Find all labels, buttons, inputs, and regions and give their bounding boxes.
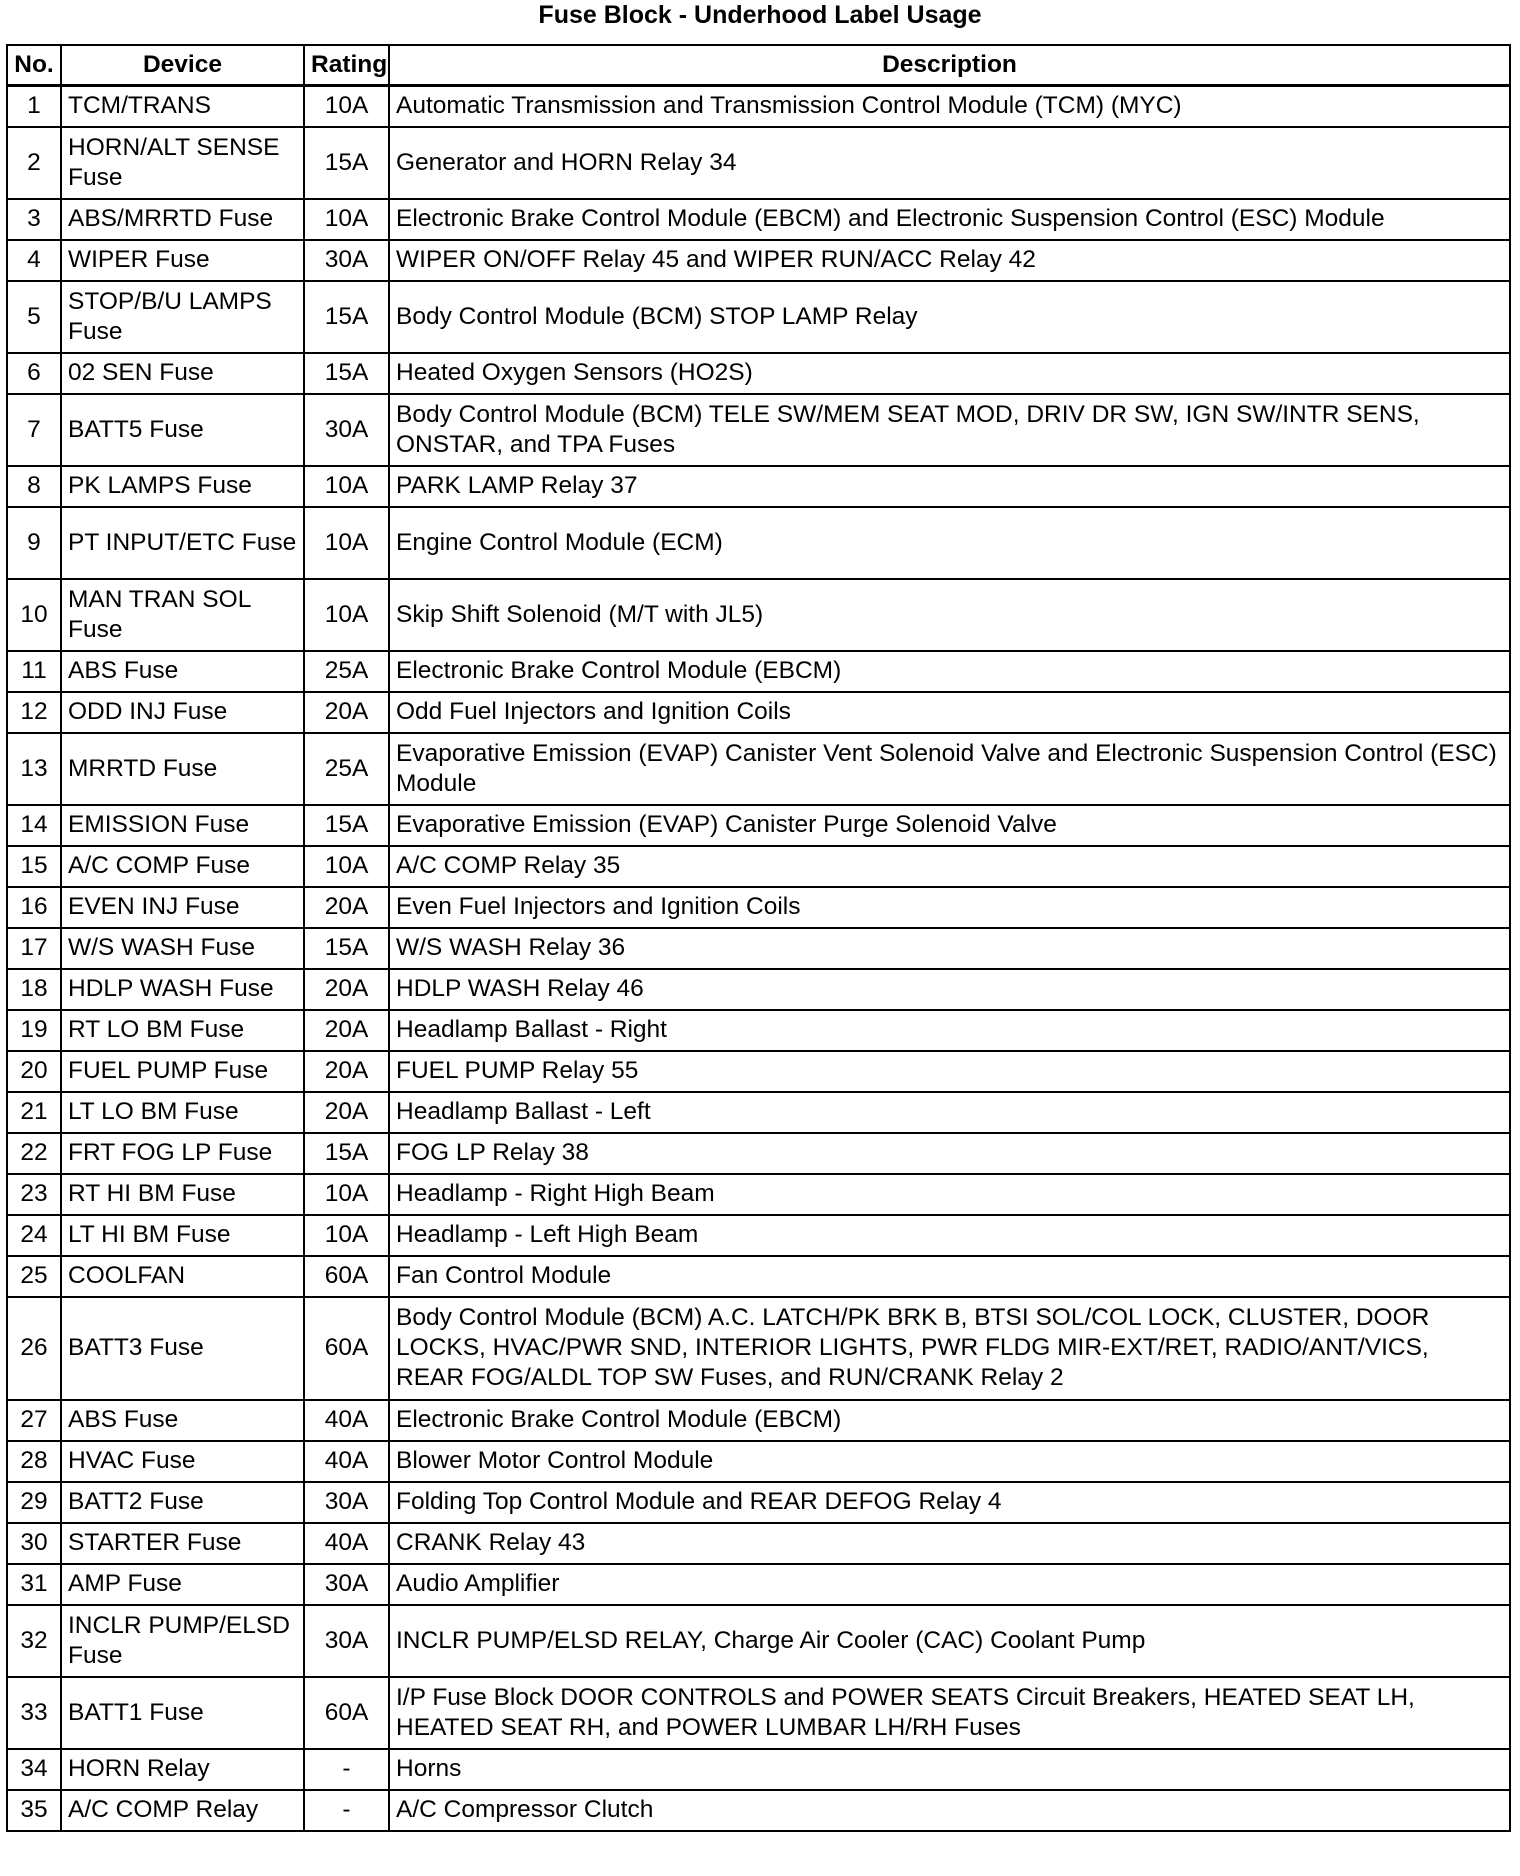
cell-no: 31: [7, 1564, 61, 1605]
cell-description: Blower Motor Control Module: [389, 1441, 1510, 1482]
cell-rating: 10A: [304, 1174, 389, 1215]
cell-rating: 60A: [304, 1677, 389, 1749]
cell-description: Body Control Module (BCM) A.C. LATCH/PK BRK B, BTSI SOL/COL LOCK, CLUSTER, DOOR LOCKS, HVAC/PWR SND, INTERIOR LIGHTS, PWR FLDG MIR-EXT/RET, RADIO/ANT/VICS, REAR FOG/ALDL TOP SW Fuses, and RUN/CRANK Relay 2: [389, 1297, 1510, 1400]
cell-no: 10: [7, 579, 61, 651]
cell-device: TCM/TRANS: [61, 86, 304, 127]
table-row: [7, 1482, 1510, 1523]
cell-device: INCLR PUMP/ELSD Fuse: [61, 1605, 304, 1677]
table-row: [7, 887, 1510, 928]
cell-device: ABS Fuse: [61, 1400, 304, 1441]
cell-rating: -: [304, 1790, 389, 1831]
cell-rating: 10A: [304, 507, 389, 579]
cell-no: 23: [7, 1174, 61, 1215]
cell-device: HORN/ALT SENSE Fuse: [61, 127, 304, 199]
cell-rating: 15A: [304, 281, 389, 353]
table-row: [7, 1400, 1510, 1441]
cell-description: Evaporative Emission (EVAP) Canister Purge Solenoid Valve: [389, 805, 1510, 846]
cell-description: A/C COMP Relay 35: [389, 846, 1510, 887]
cell-rating: 10A: [304, 846, 389, 887]
cell-device: FUEL PUMP Fuse: [61, 1051, 304, 1092]
cell-device: BATT5 Fuse: [61, 394, 304, 466]
header-description: Description: [389, 45, 1510, 86]
table-row: [7, 651, 1510, 692]
cell-rating: 20A: [304, 969, 389, 1010]
table-row: [7, 733, 1510, 805]
table-row: [7, 1174, 1510, 1215]
table-row: [7, 466, 1510, 507]
cell-rating: 10A: [304, 466, 389, 507]
table-row: [7, 969, 1510, 1010]
table-row: [7, 353, 1510, 394]
cell-description: Electronic Brake Control Module (EBCM) and Electronic Suspension Control (ESC) Module: [389, 199, 1510, 240]
table-row: [7, 199, 1510, 240]
fuse-usage-table: [6, 44, 1511, 1832]
cell-no: 27: [7, 1400, 61, 1441]
cell-no: 13: [7, 733, 61, 805]
cell-rating: 15A: [304, 353, 389, 394]
cell-device: LT LO BM Fuse: [61, 1092, 304, 1133]
cell-no: 35: [7, 1790, 61, 1831]
cell-no: 5: [7, 281, 61, 353]
table-row: [7, 507, 1510, 579]
cell-description: W/S WASH Relay 36: [389, 928, 1510, 969]
cell-description: Engine Control Module (ECM): [389, 507, 1510, 579]
cell-no: 26: [7, 1297, 61, 1400]
cell-rating: 20A: [304, 1051, 389, 1092]
page-title: Fuse Block - Underhood Label Usage: [538, 1, 982, 29]
header-device: Device: [61, 45, 304, 86]
cell-description: CRANK Relay 43: [389, 1523, 1510, 1564]
table-row: [7, 127, 1510, 199]
cell-rating: 10A: [304, 86, 389, 127]
cell-rating: 60A: [304, 1256, 389, 1297]
table-row: [7, 805, 1510, 846]
cell-no: 29: [7, 1482, 61, 1523]
cell-no: 24: [7, 1215, 61, 1256]
cell-description: Audio Amplifier: [389, 1564, 1510, 1605]
cell-device: 02 SEN Fuse: [61, 353, 304, 394]
cell-no: 4: [7, 240, 61, 281]
table-row: [7, 86, 1510, 127]
cell-no: 17: [7, 928, 61, 969]
cell-device: STOP/B/U LAMPS Fuse: [61, 281, 304, 353]
cell-rating: 15A: [304, 127, 389, 199]
cell-no: 3: [7, 199, 61, 240]
cell-no: 16: [7, 887, 61, 928]
cell-description: INCLR PUMP/ELSD RELAY, Charge Air Cooler (CAC) Coolant Pump: [389, 1605, 1510, 1677]
table-row: [7, 846, 1510, 887]
cell-device: BATT1 Fuse: [61, 1677, 304, 1749]
table-row: [7, 240, 1510, 281]
cell-description: Heated Oxygen Sensors (HO2S): [389, 353, 1510, 394]
cell-device: A/C COMP Fuse: [61, 846, 304, 887]
cell-device: HDLP WASH Fuse: [61, 969, 304, 1010]
cell-device: STARTER Fuse: [61, 1523, 304, 1564]
cell-rating: 40A: [304, 1523, 389, 1564]
cell-rating: 15A: [304, 805, 389, 846]
cell-description: Body Control Module (BCM) STOP LAMP Relay: [389, 281, 1510, 353]
cell-device: FRT FOG LP Fuse: [61, 1133, 304, 1174]
cell-description: PARK LAMP Relay 37: [389, 466, 1510, 507]
cell-device: EMISSION Fuse: [61, 805, 304, 846]
cell-no: 33: [7, 1677, 61, 1749]
cell-no: 15: [7, 846, 61, 887]
cell-device: COOLFAN: [61, 1256, 304, 1297]
cell-no: 14: [7, 805, 61, 846]
cell-no: 11: [7, 651, 61, 692]
cell-rating: 10A: [304, 1215, 389, 1256]
cell-no: 1: [7, 86, 61, 127]
table-row: [7, 1790, 1510, 1831]
cell-rating: 15A: [304, 928, 389, 969]
cell-device: ABS Fuse: [61, 651, 304, 692]
cell-device: EVEN INJ Fuse: [61, 887, 304, 928]
cell-no: 21: [7, 1092, 61, 1133]
table-row: [7, 1215, 1510, 1256]
cell-device: PK LAMPS Fuse: [61, 466, 304, 507]
cell-device: BATT3 Fuse: [61, 1297, 304, 1400]
cell-no: 19: [7, 1010, 61, 1051]
cell-no: 2: [7, 127, 61, 199]
cell-device: ODD INJ Fuse: [61, 692, 304, 733]
header-rating: Rating: [304, 45, 389, 86]
table-row: [7, 1749, 1510, 1790]
cell-description: Evaporative Emission (EVAP) Canister Vent Solenoid Valve and Electronic Suspension Control (ESC) Module: [389, 733, 1510, 805]
table-row: [7, 692, 1510, 733]
cell-rating: 30A: [304, 1605, 389, 1677]
table-row: [7, 1523, 1510, 1564]
cell-no: 20: [7, 1051, 61, 1092]
table-body: [7, 86, 1510, 1831]
cell-rating: -: [304, 1749, 389, 1790]
cell-description: FOG LP Relay 38: [389, 1133, 1510, 1174]
cell-rating: 60A: [304, 1297, 389, 1400]
cell-description: WIPER ON/OFF Relay 45 and WIPER RUN/ACC Relay 42: [389, 240, 1510, 281]
cell-rating: 30A: [304, 1564, 389, 1605]
cell-rating: 20A: [304, 887, 389, 928]
cell-no: 34: [7, 1749, 61, 1790]
cell-rating: 20A: [304, 1010, 389, 1051]
cell-rating: 25A: [304, 651, 389, 692]
cell-description: I/P Fuse Block DOOR CONTROLS and POWER SEATS Circuit Breakers, HEATED SEAT LH, HEATED SEAT RH, and POWER LUMBAR LH/RH Fuses: [389, 1677, 1510, 1749]
table-row: [7, 1256, 1510, 1297]
cell-rating: 40A: [304, 1400, 389, 1441]
cell-rating: 10A: [304, 199, 389, 240]
header-no: No.: [7, 45, 61, 86]
cell-rating: 20A: [304, 692, 389, 733]
table-row: [7, 1133, 1510, 1174]
cell-rating: 15A: [304, 1133, 389, 1174]
cell-description: FUEL PUMP Relay 55: [389, 1051, 1510, 1092]
cell-rating: 25A: [304, 733, 389, 805]
cell-rating: 10A: [304, 579, 389, 651]
table-row: [7, 1092, 1510, 1133]
cell-description: A/C Compressor Clutch: [389, 1790, 1510, 1831]
table-row: [7, 394, 1510, 466]
table-row: [7, 1677, 1510, 1749]
cell-description: Horns: [389, 1749, 1510, 1790]
table-row: [7, 1297, 1510, 1400]
cell-description: Headlamp - Left High Beam: [389, 1215, 1510, 1256]
cell-description: Body Control Module (BCM) TELE SW/MEM SEAT MOD, DRIV DR SW, IGN SW/INTR SENS, ONSTAR, and TPA Fuses: [389, 394, 1510, 466]
cell-no: 22: [7, 1133, 61, 1174]
table-row: [7, 281, 1510, 353]
cell-device: BATT2 Fuse: [61, 1482, 304, 1523]
cell-no: 12: [7, 692, 61, 733]
cell-device: PT INPUT/ETC Fuse: [61, 507, 304, 579]
cell-description: Headlamp Ballast - Right: [389, 1010, 1510, 1051]
cell-no: 30: [7, 1523, 61, 1564]
table-row: [7, 1605, 1510, 1677]
cell-rating: 20A: [304, 1092, 389, 1133]
cell-device: A/C COMP Relay: [61, 1790, 304, 1831]
cell-device: HVAC Fuse: [61, 1441, 304, 1482]
cell-device: AMP Fuse: [61, 1564, 304, 1605]
cell-device: LT HI BM Fuse: [61, 1215, 304, 1256]
table-header-row: [7, 45, 1510, 86]
cell-description: Generator and HORN Relay 34: [389, 127, 1510, 199]
cell-device: ABS/MRRTD Fuse: [61, 199, 304, 240]
cell-description: HDLP WASH Relay 46: [389, 969, 1510, 1010]
cell-rating: 40A: [304, 1441, 389, 1482]
cell-no: 9: [7, 507, 61, 579]
cell-no: 7: [7, 394, 61, 466]
cell-description: Headlamp - Right High Beam: [389, 1174, 1510, 1215]
cell-device: MAN TRAN SOL Fuse: [61, 579, 304, 651]
cell-device: RT HI BM Fuse: [61, 1174, 304, 1215]
cell-no: 25: [7, 1256, 61, 1297]
cell-device: WIPER Fuse: [61, 240, 304, 281]
table-row: [7, 579, 1510, 651]
table-row: [7, 1051, 1510, 1092]
table-row: [7, 1010, 1510, 1051]
cell-device: HORN Relay: [61, 1749, 304, 1790]
cell-no: 32: [7, 1605, 61, 1677]
cell-description: Fan Control Module: [389, 1256, 1510, 1297]
cell-rating: 30A: [304, 240, 389, 281]
cell-description: Folding Top Control Module and REAR DEFOG Relay 4: [389, 1482, 1510, 1523]
cell-device: MRRTD Fuse: [61, 733, 304, 805]
cell-no: 18: [7, 969, 61, 1010]
cell-device: RT LO BM Fuse: [61, 1010, 304, 1051]
cell-description: Odd Fuel Injectors and Ignition Coils: [389, 692, 1510, 733]
cell-no: 6: [7, 353, 61, 394]
cell-description: Electronic Brake Control Module (EBCM): [389, 1400, 1510, 1441]
cell-rating: 30A: [304, 394, 389, 466]
cell-description: Skip Shift Solenoid (M/T with JL5): [389, 579, 1510, 651]
cell-description: Automatic Transmission and Transmission Control Module (TCM) (MYC): [389, 86, 1510, 127]
cell-rating: 30A: [304, 1482, 389, 1523]
cell-device: W/S WASH Fuse: [61, 928, 304, 969]
table-row: [7, 1564, 1510, 1605]
cell-no: 28: [7, 1441, 61, 1482]
table-row: [7, 928, 1510, 969]
cell-no: 8: [7, 466, 61, 507]
table-row: [7, 1441, 1510, 1482]
cell-description: Electronic Brake Control Module (EBCM): [389, 651, 1510, 692]
cell-description: Headlamp Ballast - Left: [389, 1092, 1510, 1133]
cell-description: Even Fuel Injectors and Ignition Coils: [389, 887, 1510, 928]
